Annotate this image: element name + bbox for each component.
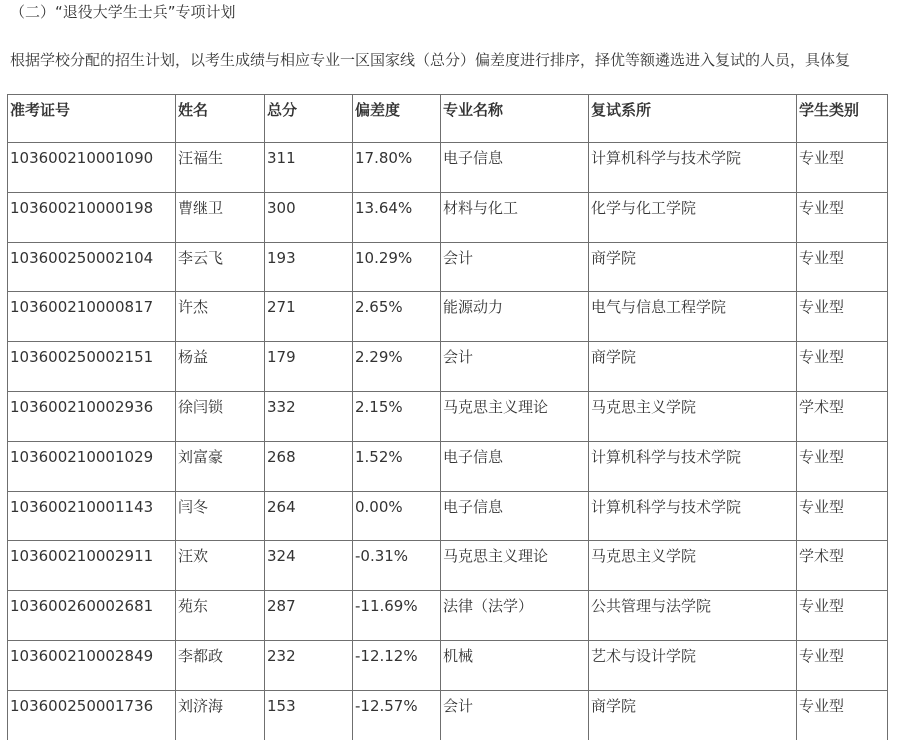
table-row <box>8 591 888 641</box>
cell-exam-id: 103600250002104 <box>8 242 176 292</box>
cell-exam-id: 103600210000198 <box>8 192 176 242</box>
cell-total-score: 268 <box>265 441 353 491</box>
cell-department: 商学院 <box>589 342 797 392</box>
cell-deviation: 17.80% <box>353 143 441 193</box>
cell-total-score: 311 <box>265 143 353 193</box>
cell-student-type: 学术型 <box>797 541 888 591</box>
cell-department: 计算机科学与技术学院 <box>589 441 797 491</box>
cell-exam-id: 103600210001143 <box>8 491 176 541</box>
table-row <box>8 192 888 242</box>
table-row <box>8 342 888 392</box>
header-student-type: 学生类别 <box>797 95 888 143</box>
table-header-row <box>8 95 888 143</box>
cell-department: 公共管理与法学院 <box>589 591 797 641</box>
cell-total-score: 287 <box>265 591 353 641</box>
header-exam-id: 准考证号 <box>8 95 176 143</box>
cell-major: 马克思主义理论 <box>441 391 589 441</box>
cell-deviation: -12.12% <box>353 640 441 690</box>
table-row <box>8 690 888 740</box>
cell-student-type: 专业型 <box>797 640 888 690</box>
cell-student-type: 专业型 <box>797 441 888 491</box>
cell-total-score: 324 <box>265 541 353 591</box>
table-row <box>8 491 888 541</box>
cell-name: 苑东 <box>176 591 265 641</box>
cell-major: 会计 <box>441 342 589 392</box>
cell-student-type: 专业型 <box>797 192 888 242</box>
admission-table <box>7 94 888 740</box>
cell-deviation: -11.69% <box>353 591 441 641</box>
table-row <box>8 292 888 342</box>
cell-name: 汪欢 <box>176 541 265 591</box>
header-total-score: 总分 <box>265 95 353 143</box>
header-name: 姓名 <box>176 95 265 143</box>
cell-exam-id: 103600260002681 <box>8 591 176 641</box>
cell-exam-id: 103600250002151 <box>8 342 176 392</box>
cell-student-type: 专业型 <box>797 491 888 541</box>
cell-student-type: 学术型 <box>797 391 888 441</box>
cell-student-type: 专业型 <box>797 690 888 740</box>
table-row <box>8 541 888 591</box>
cell-total-score: 332 <box>265 391 353 441</box>
section-title: （二）“退役大学生士兵”专项计划 <box>10 3 236 21</box>
cell-major: 机械 <box>441 640 589 690</box>
cell-major: 电子信息 <box>441 491 589 541</box>
cell-major: 电子信息 <box>441 441 589 491</box>
cell-department: 商学院 <box>589 690 797 740</box>
cell-department: 计算机科学与技术学院 <box>589 143 797 193</box>
cell-major: 能源动力 <box>441 292 589 342</box>
cell-total-score: 193 <box>265 242 353 292</box>
header-department: 复试系所 <box>589 95 797 143</box>
cell-major: 材料与化工 <box>441 192 589 242</box>
cell-department: 计算机科学与技术学院 <box>589 491 797 541</box>
cell-name: 李云飞 <box>176 242 265 292</box>
cell-deviation: 10.29% <box>353 242 441 292</box>
cell-deviation: 2.15% <box>353 391 441 441</box>
header-deviation: 偏差度 <box>353 95 441 143</box>
table-row <box>8 143 888 193</box>
cell-name: 刘富豪 <box>176 441 265 491</box>
cell-name: 刘济海 <box>176 690 265 740</box>
cell-deviation: 2.65% <box>353 292 441 342</box>
cell-department: 马克思主义学院 <box>589 541 797 591</box>
cell-exam-id: 103600210001029 <box>8 441 176 491</box>
cell-exam-id: 103600210001090 <box>8 143 176 193</box>
cell-department: 艺术与设计学院 <box>589 640 797 690</box>
cell-department: 马克思主义学院 <box>589 391 797 441</box>
cell-total-score: 179 <box>265 342 353 392</box>
cell-exam-id: 103600210002849 <box>8 640 176 690</box>
cell-deviation: 13.64% <box>353 192 441 242</box>
cell-name: 汪福生 <box>176 143 265 193</box>
cell-total-score: 300 <box>265 192 353 242</box>
cell-exam-id: 103600210002911 <box>8 541 176 591</box>
cell-deviation: -0.31% <box>353 541 441 591</box>
cell-name: 曹继卫 <box>176 192 265 242</box>
cell-deviation: 2.29% <box>353 342 441 392</box>
cell-name: 李都政 <box>176 640 265 690</box>
cell-exam-id: 103600210000817 <box>8 292 176 342</box>
cell-total-score: 153 <box>265 690 353 740</box>
cell-major: 电子信息 <box>441 143 589 193</box>
cell-department: 商学院 <box>589 242 797 292</box>
table-row <box>8 242 888 292</box>
table-row <box>8 640 888 690</box>
cell-name: 闫冬 <box>176 491 265 541</box>
cell-student-type: 专业型 <box>797 242 888 292</box>
cell-student-type: 专业型 <box>797 591 888 641</box>
cell-total-score: 271 <box>265 292 353 342</box>
cell-deviation: 0.00% <box>353 491 441 541</box>
cell-major: 会计 <box>441 690 589 740</box>
cell-student-type: 专业型 <box>797 292 888 342</box>
cell-major: 会计 <box>441 242 589 292</box>
cell-total-score: 264 <box>265 491 353 541</box>
cell-name: 徐闫锁 <box>176 391 265 441</box>
cell-exam-id: 103600250001736 <box>8 690 176 740</box>
cell-department: 电气与信息工程学院 <box>589 292 797 342</box>
cell-major: 马克思主义理论 <box>441 541 589 591</box>
cell-name: 杨益 <box>176 342 265 392</box>
cell-student-type: 专业型 <box>797 342 888 392</box>
cell-exam-id: 103600210002936 <box>8 391 176 441</box>
table-row <box>8 441 888 491</box>
cell-name: 许杰 <box>176 292 265 342</box>
intro-paragraph: 根据学校分配的招生计划，以考生成绩与相应专业一区国家线（总分）偏差度进行排序，择优等额遴选进入复试的人员，具体复 <box>10 51 851 69</box>
cell-deviation: -12.57% <box>353 690 441 740</box>
cell-department: 化学与化工学院 <box>589 192 797 242</box>
cell-student-type: 专业型 <box>797 143 888 193</box>
cell-deviation: 1.52% <box>353 441 441 491</box>
table-row <box>8 391 888 441</box>
cell-total-score: 232 <box>265 640 353 690</box>
header-major: 专业名称 <box>441 95 589 143</box>
cell-major: 法律（法学） <box>441 591 589 641</box>
